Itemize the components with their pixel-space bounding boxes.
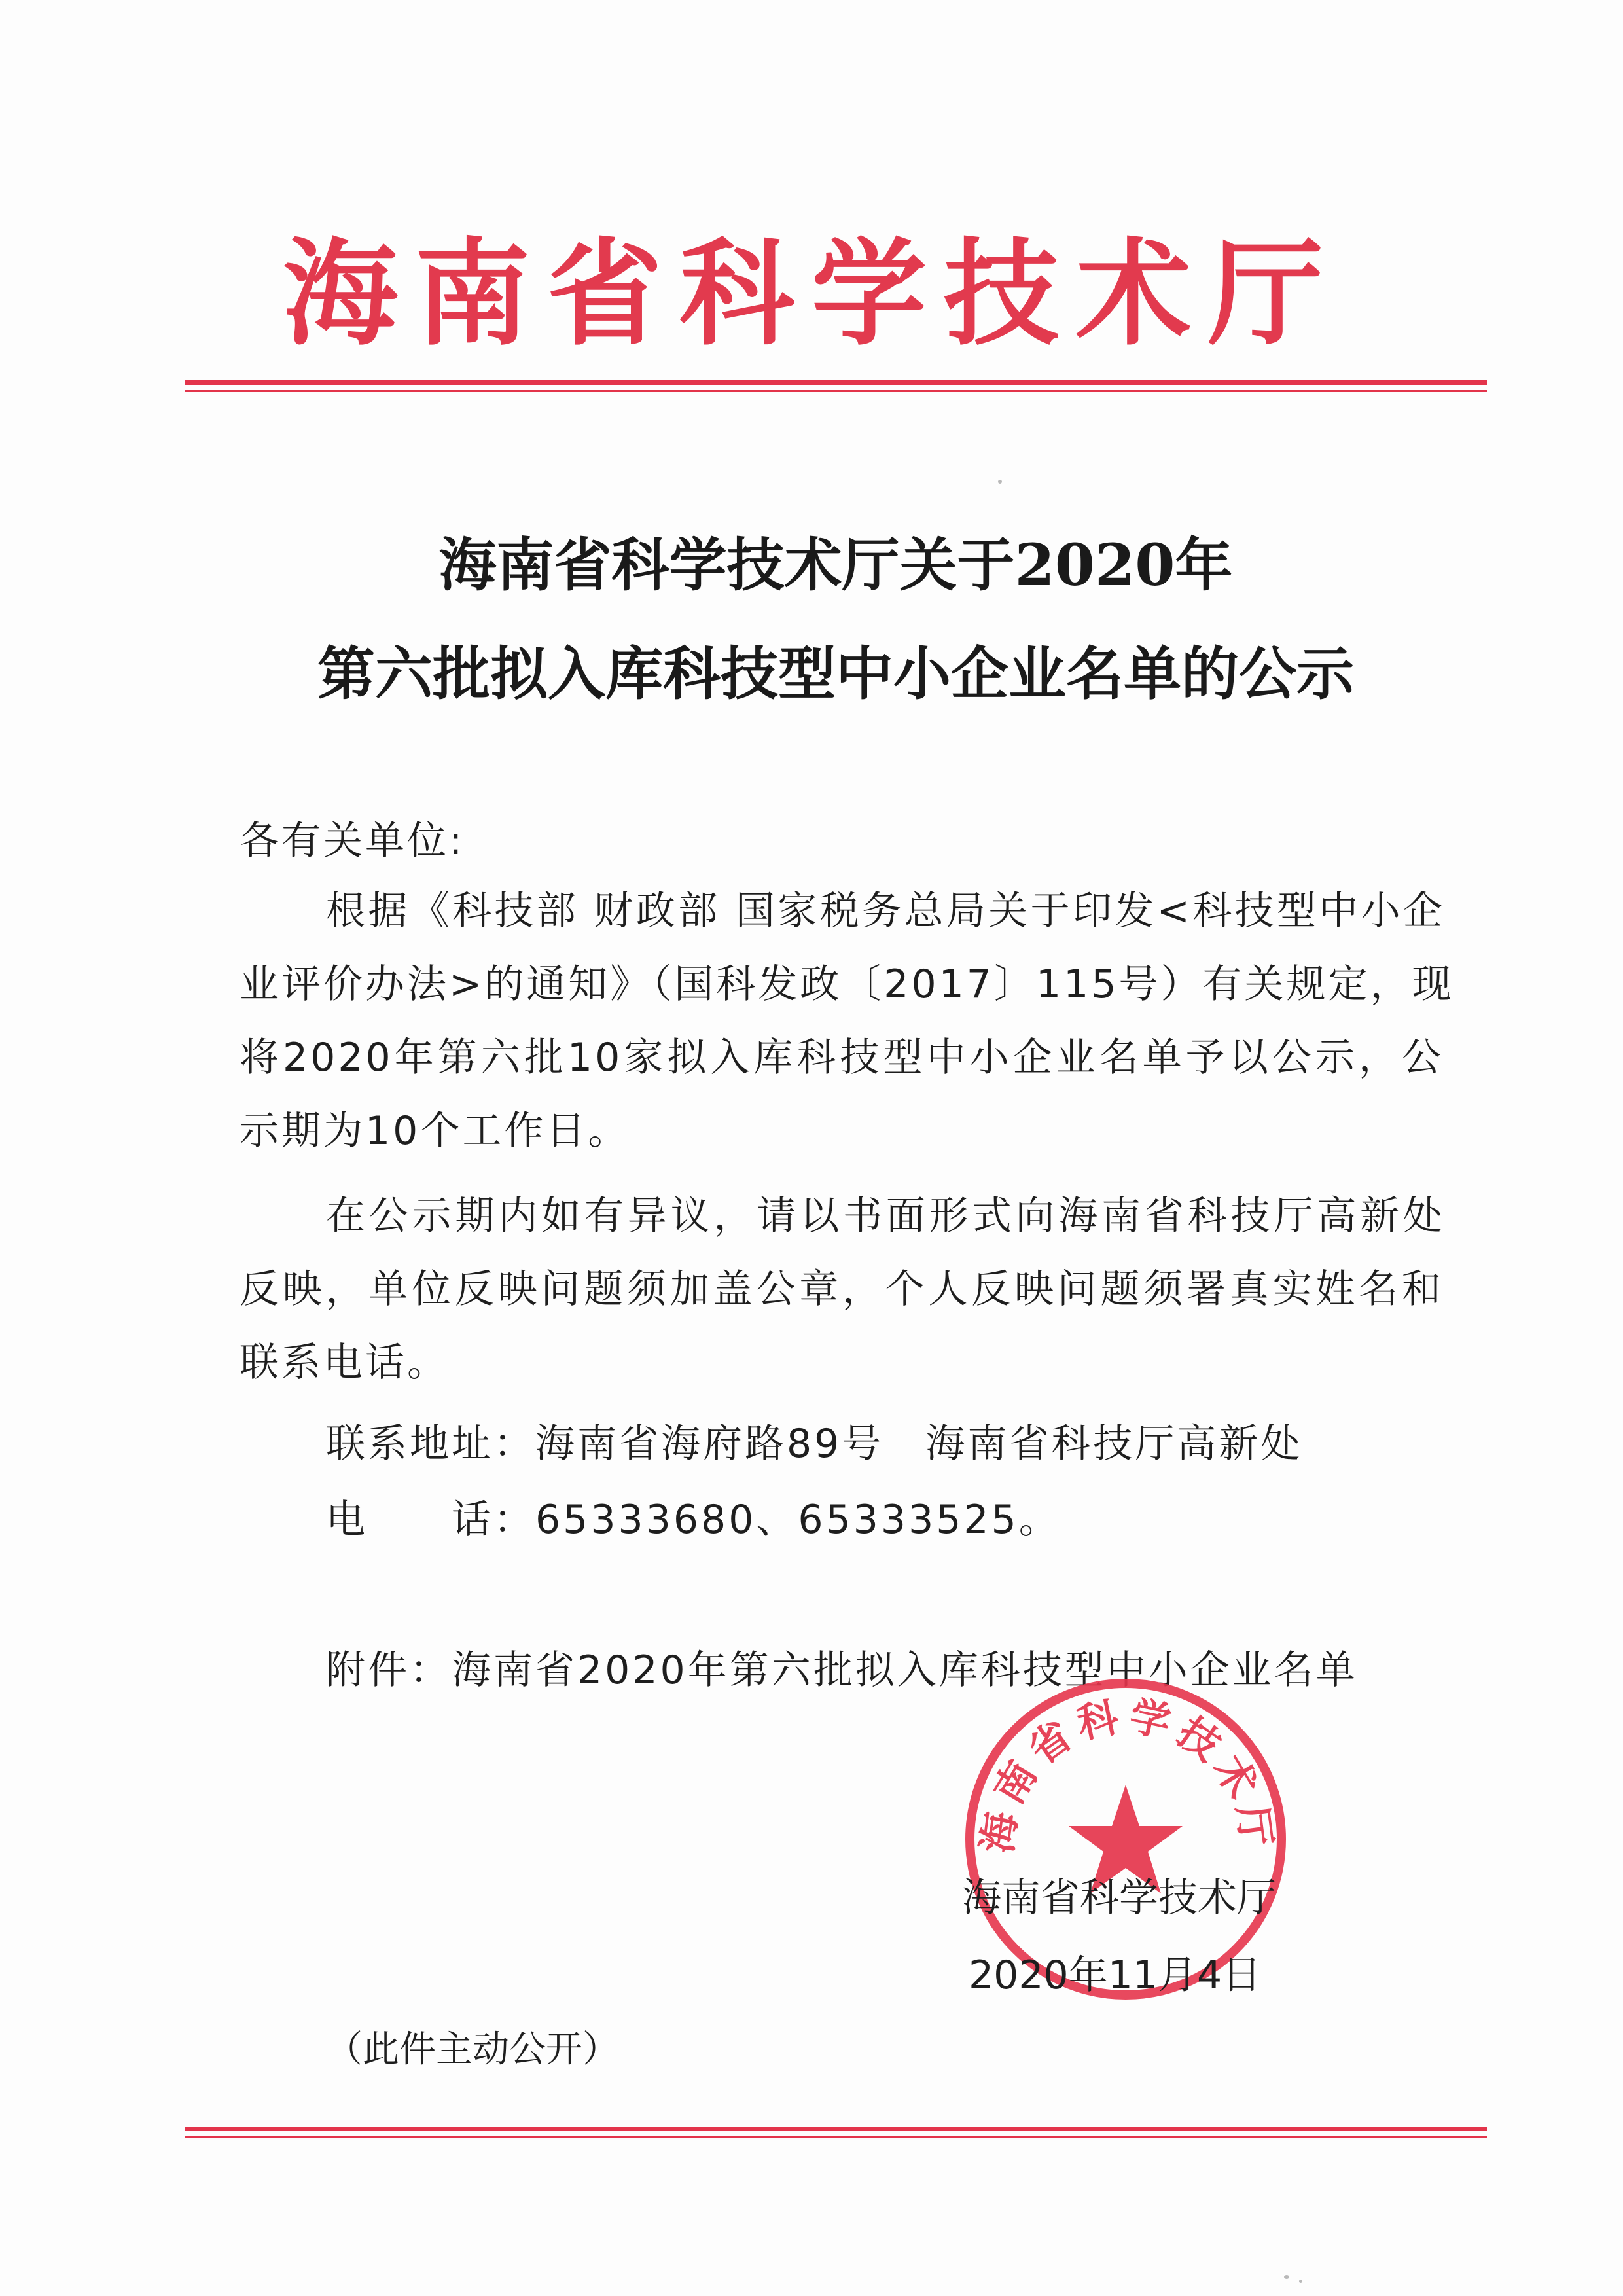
contact-address: 联系地址：海南省海府路89号 海南省科技厅高新处 <box>326 1421 1303 1467</box>
paragraph-1-line-1: 根据《科技部 财政部 国家税务总局关于印发<科技型中小企 <box>326 888 1445 934</box>
salutation: 各有关单位: <box>240 818 465 864</box>
scan-speck <box>998 480 1002 484</box>
scan-speck <box>1299 2280 1302 2283</box>
letterhead-rule-thin <box>185 390 1487 392</box>
svg-text:海南省科学技术厅: 海南省科学技术厅 <box>972 1691 1282 1856</box>
paragraph-2-line-2: 反映，单位反映问题须加盖公章，个人反映问题须署真实姓名和 <box>240 1266 1444 1312</box>
contact-phone: 65333680、65333525。 <box>535 1497 1061 1543</box>
footer-rule <box>185 2127 1487 2131</box>
scan-speck <box>1284 2275 1289 2279</box>
signature-date: 2020年11月4日 <box>969 1952 1262 1998</box>
disclosure-note: （此件主动公开） <box>326 2028 619 2071</box>
document-title-line-2: 第六批拟入库科技型中小企业名单的公示 <box>317 639 1354 708</box>
footer-rule-thin <box>185 2136 1487 2138</box>
contact-phone-label: 电 话： <box>326 1497 535 1543</box>
paragraph-1-line-4: 示期为10个工作日。 <box>240 1108 630 1154</box>
letterhead-rule <box>185 380 1487 385</box>
attachment-note: 附件：海南省2020年第六批拟入库科技型中小企业名单 <box>326 1647 1358 1693</box>
contact-phone-line <box>326 1494 1061 1546</box>
paragraph-2-line-3: 联系电话。 <box>240 1340 449 1386</box>
signature-organization: 海南省科学技术厅 <box>962 1875 1276 1921</box>
paragraph-1-line-2: 业评价办法>的通知》（国科发政〔2017〕115号）有关规定，现 <box>240 961 1454 1007</box>
paragraph-2-line-1: 在公示期内如有异议，请以书面形式向海南省科技厅高新处 <box>326 1193 1445 1239</box>
letterhead-title: 海南省科学技术厅 <box>282 227 1340 361</box>
paragraph-1-line-3: 将2020年第六批10家拟入库科技型中小企业名单予以公示，公 <box>240 1035 1444 1081</box>
document-title-line-1: 海南省科学技术厅关于2020年 <box>438 531 1233 599</box>
